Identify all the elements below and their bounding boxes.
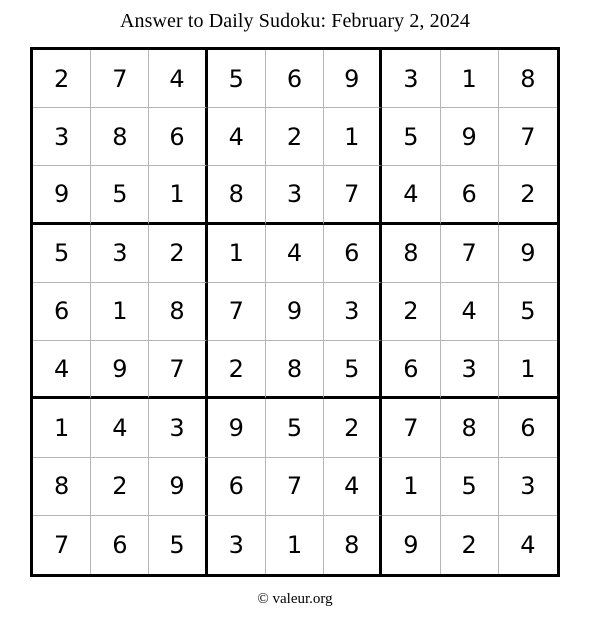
- sudoku-cell: 4: [324, 458, 382, 516]
- sudoku-cell: 9: [149, 458, 207, 516]
- sudoku-cell: 8: [33, 458, 91, 516]
- sudoku-cell: 5: [208, 50, 266, 108]
- sudoku-cell: 2: [208, 341, 266, 399]
- sudoku-cell: 2: [324, 399, 382, 457]
- sudoku-cell: 6: [33, 283, 91, 341]
- sudoku-cell: 1: [499, 341, 557, 399]
- sudoku-cell: 2: [441, 516, 499, 574]
- sudoku-grid: [30, 47, 560, 577]
- sudoku-cell: 7: [33, 516, 91, 574]
- sudoku-cell: 3: [499, 458, 557, 516]
- sudoku-cell: 2: [499, 166, 557, 224]
- sudoku-cell: 8: [208, 166, 266, 224]
- sudoku-cell: 1: [149, 166, 207, 224]
- sudoku-cell: 4: [208, 108, 266, 166]
- sudoku-cell: 5: [266, 399, 324, 457]
- sudoku-cell: 5: [149, 516, 207, 574]
- sudoku-cell: 7: [266, 458, 324, 516]
- sudoku-cell: 1: [266, 516, 324, 574]
- copyright-footer: © valeur.org: [257, 591, 333, 607]
- sudoku-cell: 8: [324, 516, 382, 574]
- sudoku-cell: 9: [324, 50, 382, 108]
- sudoku-cell: 7: [441, 225, 499, 283]
- sudoku-cell: 3: [208, 516, 266, 574]
- sudoku-cell: 3: [149, 399, 207, 457]
- sudoku-cell: 6: [266, 50, 324, 108]
- sudoku-cell: 2: [91, 458, 149, 516]
- sudoku-cell: 3: [33, 108, 91, 166]
- sudoku-cell: 4: [33, 341, 91, 399]
- sudoku-cell: 4: [149, 50, 207, 108]
- sudoku-cell: 4: [520, 530, 536, 559]
- sudoku-cell: 2: [149, 225, 207, 283]
- sudoku-cell: 9: [91, 341, 149, 399]
- sudoku-cell: 2: [382, 283, 440, 341]
- sudoku-cell: 9: [266, 283, 324, 341]
- sudoku-cell: 4: [91, 399, 149, 457]
- sudoku-cell: 4: [266, 225, 324, 283]
- sudoku-cell: 3: [91, 225, 149, 283]
- sudoku-cell: 9: [499, 225, 557, 283]
- sudoku-cell: 6: [382, 341, 440, 399]
- sudoku-cell: 1: [382, 458, 440, 516]
- sudoku-cell: 1: [441, 50, 499, 108]
- sudoku-cell: 7: [499, 108, 557, 166]
- sudoku-cell: 5: [441, 458, 499, 516]
- sudoku-cell: 3: [382, 50, 440, 108]
- sudoku-cell: 3: [441, 341, 499, 399]
- sudoku-cell: 8: [441, 399, 499, 457]
- sudoku-cell: 6: [208, 458, 266, 516]
- sudoku-cell: 9: [33, 166, 91, 224]
- sudoku-cell: 8: [382, 225, 440, 283]
- sudoku-cell: 1: [324, 108, 382, 166]
- sudoku-cell: 7: [91, 50, 149, 108]
- sudoku-cell: 6: [149, 108, 207, 166]
- sudoku-cell: 5: [499, 283, 557, 341]
- sudoku-cell: 5: [33, 225, 91, 283]
- sudoku-cell: 1: [33, 399, 91, 457]
- sudoku-cell: 9: [441, 108, 499, 166]
- sudoku-cell: 2: [266, 108, 324, 166]
- sudoku-cell: 3: [266, 166, 324, 224]
- sudoku-cell: 5: [382, 108, 440, 166]
- puzzle-title: Answer to Daily Sudoku: February 2, 2024: [119, 10, 471, 32]
- sudoku-cell: 8: [499, 50, 557, 108]
- sudoku-cell: 7: [324, 166, 382, 224]
- sudoku-cell: 6: [441, 166, 499, 224]
- sudoku-cell: 5: [324, 341, 382, 399]
- sudoku-cell: 2: [33, 50, 91, 108]
- sudoku-cell: 3: [324, 283, 382, 341]
- sudoku-cell: 4: [441, 283, 499, 341]
- sudoku-cell: 5: [91, 166, 149, 224]
- sudoku-cell: 8: [266, 341, 324, 399]
- sudoku-cell: 1: [91, 283, 149, 341]
- sudoku-cell: 7: [208, 283, 266, 341]
- sudoku-cell: 6: [324, 225, 382, 283]
- sudoku-cell: 1: [208, 225, 266, 283]
- sudoku-cell: 6: [91, 516, 149, 574]
- sudoku-cell: 7: [382, 399, 440, 457]
- sudoku-cell: 6: [499, 399, 557, 457]
- sudoku-cell: 7: [149, 341, 207, 399]
- sudoku-cell: 9: [382, 516, 440, 574]
- sudoku-cell: 4: [382, 166, 440, 224]
- sudoku-cell: 8: [149, 283, 207, 341]
- sudoku-cell: 9: [208, 399, 266, 457]
- sudoku-cell: 8: [91, 108, 149, 166]
